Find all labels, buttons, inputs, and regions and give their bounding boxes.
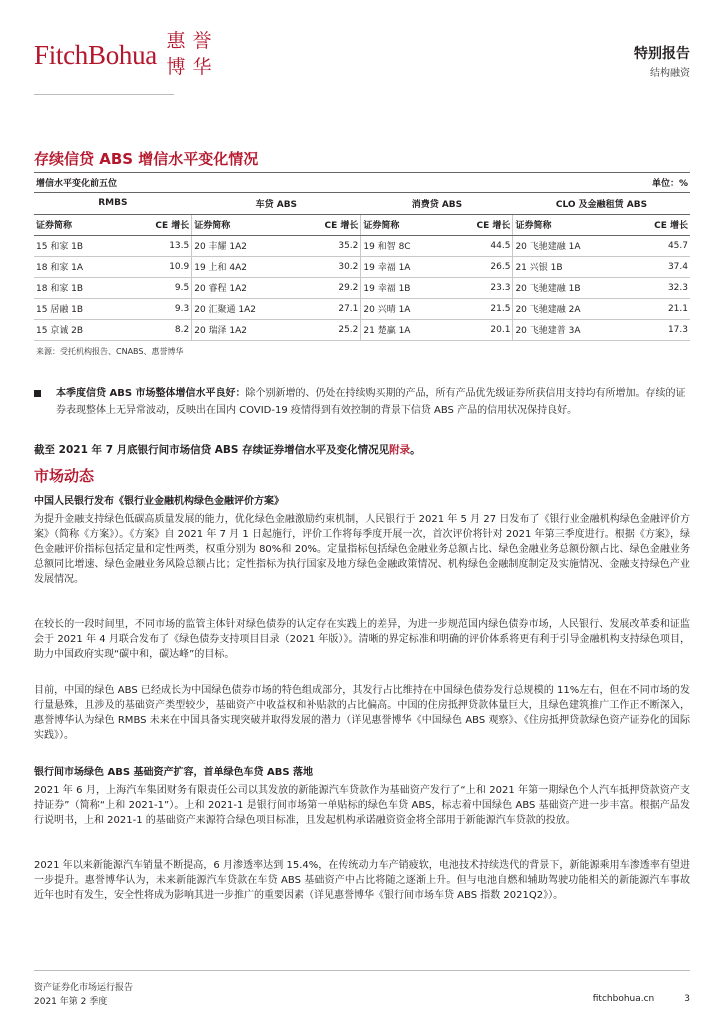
footer-site-link[interactable]: fitchbohua.cn [592, 994, 655, 1004]
table-column-header [34, 214, 690, 235]
group-consumer: 消费贷 ABS [361, 193, 513, 214]
paragraph: 2021 年以来新能源汽车销量不断提高，6 月渗透率达到 15.4%，在传统动力车产销疲软，电池技术持续迭代的背景下，新能源乘用车渗透率有望进一步提升。惠誉博华认为，未来新能源汽车贷款在车贷 ABS 基础资产中占比将随之逐渐上升。但与电池自燃和辅助驾驶功能相关的新能源汽车事故近年也时有发生，安全性将成为影响其进一步推广的重要因素（详见惠誉博华《银行间市场车贷 ABS 指数 2021Q2》）。 [34, 860, 690, 901]
conclusion: 截至 2021 年 7 月底银行间市场信贷 ABS 存续证券增信水平及变化情况见附录。 [34, 444, 421, 456]
page-number: 3 [684, 994, 690, 1004]
section-title-market: 市场动态 [34, 467, 95, 485]
col-name: 证券简称 [34, 214, 137, 235]
logo-seal: 惠 誉 博 华 [166, 30, 212, 78]
table-row: 18 和家 1B 9.5 20 睿程 1A2 29.2 19 幸福 1B 23.3 20 飞驰建融 1B 32.3 [34, 277, 690, 298]
col-ce: CE 增长 [137, 214, 192, 235]
document-subtype: 结构融资 [650, 68, 690, 79]
ce-table [34, 172, 690, 357]
col-ce: CE 增长 [306, 214, 361, 235]
table-unit: 单位：% [651, 179, 688, 189]
table-group-header [34, 193, 690, 214]
col-name: 证券简称 [192, 214, 306, 235]
paragraph: 为提升金融支持绿色低碳高质量发展的能力，优化绿色金融激励约束机制，人民银行于 2021 年 5 月 27 日发布了《银行业金融机构绿色金融评价方案》（简称《方案》）。《方案》自 2021 年 7 月 1 日起施行，评价工作将每季度开展一次，首次评价将针对 2021 年第三季度进行。根据《方案》，绿色金融评价指标包括定量和定性两类，权重分别为 80%和 20%。定量指标包括绿色金融业务总额占比、绿色金融业务总额份额占比、绿色金融业务总额同比增速、绿色金融业务风险总额占比；定性指标为执行国家及地方绿色金融政策情况、机构绿色金融制度制定及实施情况、金融支持绿色产业发展情况。 [34, 514, 690, 585]
footer-right [593, 994, 690, 1004]
footer-period: 2021 年第 2 季度 [34, 997, 108, 1007]
group-clo: CLO 及金融租赁 ABS [513, 193, 690, 214]
paragraph: 在较长的一段时间里，不同市场的监管主体针对绿色债券的认定存在实践上的差异，为进一步规范国内绿色债券市场，人民银行、发展改革委和证监会于 2021 年 4 月联合发布了《绿色债券支持项目目录（2021 年版）》。清晰的界定标准和明确的评价体系将更有利于引导金融机构支持绿色项目，助力中国政府实现“碳中和，碳达峰”的目标。 [34, 619, 690, 660]
col-name: 证券简称 [361, 214, 458, 235]
subhead-green-finance: 中国人民银行发布《银行业金融机构绿色金融评价方案》 [34, 496, 284, 507]
appendix-link[interactable]: 附录 [389, 444, 411, 456]
logo-text: FitchBohua [34, 39, 157, 70]
table-caption [34, 172, 690, 193]
col-name: 证券简称 [513, 214, 636, 235]
bullet-bold: 本季度信贷 ABS 市场整体增信水平良好： [56, 388, 246, 399]
section-title-ce: 存续信贷 ABS 增信水平变化情况 [34, 150, 259, 168]
logo [34, 30, 215, 80]
footer-report-name: 资产证券化市场运行报告 [34, 983, 134, 993]
col-ce: CE 增长 [636, 214, 690, 235]
bullet-summary [34, 385, 690, 419]
data-table [34, 193, 690, 341]
document-type: 特别报告 [634, 46, 690, 62]
footer-divider [34, 970, 690, 971]
group-rmbs: RMBS [34, 193, 192, 214]
table-source: 来源：受托机构报告、CNABS、惠誉博华 [36, 346, 184, 356]
table-row: 15 和家 1B 13.5 20 丰耀 1A2 35.2 19 和智 8C 44.5 20 飞驰建融 1A 45.7 [34, 235, 690, 256]
bullet-square-icon [34, 390, 41, 397]
paragraph: 2021 年 6 月，上海汽车集团财务有限责任公司以其发放的新能源汽车贷款作为基础资产发行了“上和 2021 年第一期绿色个人汽车抵押贷款资产支持证券”（简称“上和 2021-1”）。上和 2021-1 是银行间市场第一单贴标的绿色车贷 ABS，标志着中国绿色 ABS 基础资产进一步丰富。根据产品发行说明书，上和 2021-1 的基础资产来源符合绿色项目标准，且发起机构承诺融资资金将全部用于新能源汽车贷款的投放。 [34, 785, 690, 826]
col-ce: CE 增长 [458, 214, 513, 235]
table-row: 18 和家 1A 10.9 19 上和 4A2 30.2 19 幸福 1A 26.5 21 兴银 1B 37.4 [34, 256, 690, 277]
table-row: 15 京诚 2B 8.2 20 瑞泽 1A2 25.2 21 楚赢 1A 20.1 20 飞驰建普 3A 17.3 [34, 319, 690, 340]
table-caption-left: 增信水平变化前五位 [36, 179, 118, 189]
paragraph: 目前，中国的绿色 ABS 已经成长为中国绿色债券市场的特色组成部分，其发行占比维持在中国绿色债券发行总规模的 11%左右，但在不同市场的发行量悬殊，且涉及的基础资产类型较少，基础资产中收益权和补贴款的占比偏高。中国的住房抵押贷款体量巨大，且绿色建筑推广工作正不断深入，惠誉博华认为绿色 RMBS 未来在中国具备实现突破并取得发展的潜力（详见惠誉博华《中国绿色 ABS 观察》、《住房抵押贷款绿色资产证券化的国际实践》）。 [34, 685, 690, 741]
header-divider [34, 94, 174, 95]
bullet-text: 除个别新增的、仍处在持续购买期的产品，所有产品优先级证券所获信用支持均有所增加。存续的证券表现整体上无异常波动，反映出在国内 COVID-19 疫情得到有效控制的背景下信贷 ABS 产品的信用状况保持良好。 [56, 388, 686, 416]
table-row: 15 居融 1B 9.3 20 汇聚通 1A2 27.1 20 兴晴 1A 21.5 20 飞驰建融 2A 21.1 [34, 298, 690, 319]
subhead-green-auto-abs: 银行间市场绿色 ABS 基础资产扩容，首单绿色车贷 ABS 落地 [34, 767, 314, 778]
group-auto: 车贷 ABS [192, 193, 361, 214]
